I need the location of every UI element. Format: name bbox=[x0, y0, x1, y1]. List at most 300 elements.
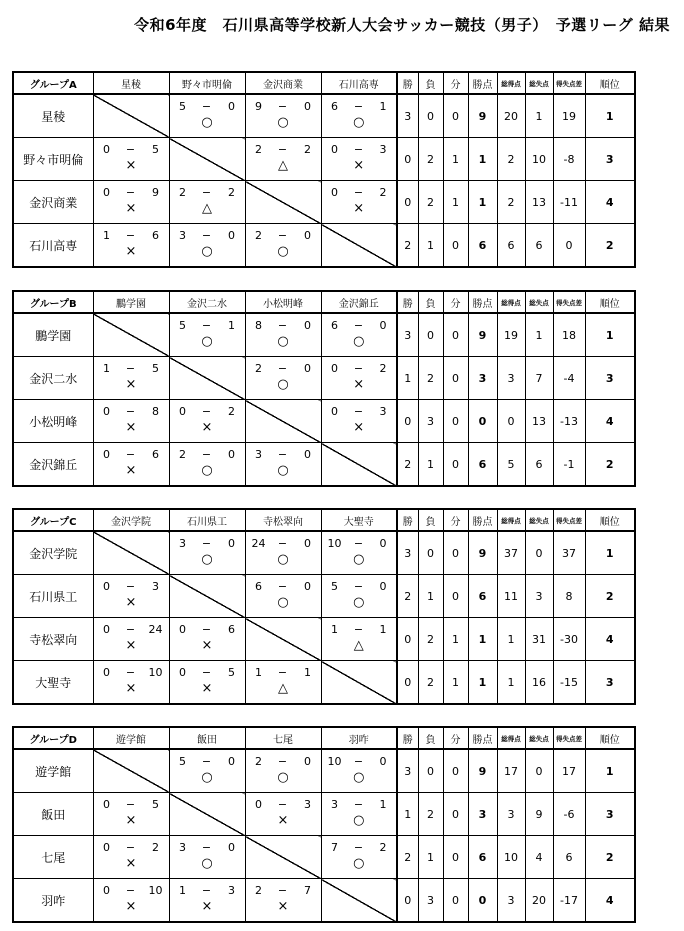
match-result-cell bbox=[245, 793, 321, 836]
stat-ga: 7 bbox=[525, 357, 553, 400]
result-mark: × bbox=[125, 420, 137, 435]
row-team-name: 七尾 bbox=[13, 836, 93, 879]
match-result bbox=[322, 314, 397, 356]
stat-draw: 1 bbox=[443, 618, 468, 661]
result-mark: ○ bbox=[353, 813, 365, 828]
score-dash: − bbox=[353, 623, 364, 636]
score-against: 6 bbox=[228, 623, 235, 636]
score-dash: − bbox=[277, 448, 288, 461]
match-result-cell bbox=[93, 661, 169, 705]
match-result-cell bbox=[169, 836, 245, 879]
match-result bbox=[322, 575, 397, 617]
match-result bbox=[94, 357, 169, 399]
stat-gf: 2 bbox=[497, 138, 525, 181]
team-row bbox=[13, 181, 635, 224]
stat-gf: 6 bbox=[497, 224, 525, 268]
match-result-cell bbox=[93, 836, 169, 879]
match-result bbox=[94, 224, 169, 266]
row-team-name: 遊学館 bbox=[13, 749, 93, 793]
match-result-cell bbox=[321, 400, 397, 443]
column-team-header: 星稜 bbox=[93, 72, 169, 94]
result-mark: ○ bbox=[353, 856, 365, 871]
stat-gd: 6 bbox=[553, 836, 585, 879]
score-against: 2 bbox=[152, 841, 159, 854]
stat-ga: 1 bbox=[525, 313, 553, 357]
stat-rank: 1 bbox=[585, 531, 635, 575]
match-result bbox=[170, 836, 245, 878]
result-mark: × bbox=[125, 244, 137, 259]
match-result bbox=[246, 750, 321, 792]
match-result-cell bbox=[245, 138, 321, 181]
match-result bbox=[246, 793, 321, 835]
stat-draw: 1 bbox=[443, 181, 468, 224]
result-mark: × bbox=[277, 899, 289, 914]
score-dash: − bbox=[201, 186, 212, 199]
team-row bbox=[13, 357, 635, 400]
score-against: 3 bbox=[152, 580, 159, 593]
stat-rank: 2 bbox=[585, 836, 635, 879]
stat-win: 0 bbox=[397, 661, 418, 705]
result-mark: × bbox=[125, 463, 137, 478]
stat-rank: 3 bbox=[585, 661, 635, 705]
match-result-cell bbox=[93, 181, 169, 224]
match-result bbox=[322, 836, 397, 878]
score-dash: − bbox=[125, 186, 136, 199]
stat-header-gd: 得失点差 bbox=[553, 291, 585, 313]
score-dash: − bbox=[277, 755, 288, 768]
column-team-header: 石川高専 bbox=[321, 72, 397, 94]
stat-rank: 4 bbox=[585, 400, 635, 443]
result-mark: × bbox=[125, 813, 137, 828]
stat-points: 6 bbox=[468, 575, 497, 618]
self-match-cell bbox=[245, 836, 321, 879]
team-row bbox=[13, 793, 635, 836]
self-match-cell bbox=[93, 531, 169, 575]
score-dash: − bbox=[277, 229, 288, 242]
score-against: 0 bbox=[228, 448, 235, 461]
stat-header-win: 勝 bbox=[397, 509, 418, 531]
stat-header-gd: 得失点差 bbox=[553, 509, 585, 531]
match-result-cell bbox=[321, 575, 397, 618]
score-for: 0 bbox=[103, 841, 110, 854]
stat-draw: 0 bbox=[443, 224, 468, 268]
row-team-name: 星稜 bbox=[13, 94, 93, 138]
column-team-header: 金沢錦丘 bbox=[321, 291, 397, 313]
match-result bbox=[246, 357, 321, 399]
match-result-cell bbox=[245, 661, 321, 705]
stat-gd: -8 bbox=[553, 138, 585, 181]
stat-loss: 3 bbox=[418, 400, 443, 443]
match-result-cell bbox=[169, 400, 245, 443]
score-for: 3 bbox=[179, 229, 186, 242]
score-for: 0 bbox=[103, 405, 110, 418]
score-against: 0 bbox=[304, 755, 311, 768]
stat-draw: 0 bbox=[443, 836, 468, 879]
score-for: 3 bbox=[179, 841, 186, 854]
score-for: 0 bbox=[179, 405, 186, 418]
self-match-cell bbox=[169, 793, 245, 836]
stat-header-points: 勝点 bbox=[468, 72, 497, 94]
column-team-header: 石川県工 bbox=[169, 509, 245, 531]
score-dash: − bbox=[201, 319, 212, 332]
match-result bbox=[322, 181, 397, 223]
stat-header-win: 勝 bbox=[397, 727, 418, 749]
stat-win: 1 bbox=[397, 793, 418, 836]
score-for: 3 bbox=[331, 798, 338, 811]
result-mark: ○ bbox=[277, 377, 289, 392]
stat-header-rank: 順位 bbox=[585, 72, 635, 94]
stat-gf: 0 bbox=[497, 400, 525, 443]
score-for: 0 bbox=[255, 798, 262, 811]
stat-points: 6 bbox=[468, 224, 497, 268]
score-against: 10 bbox=[148, 666, 163, 679]
stat-gd: -6 bbox=[553, 793, 585, 836]
match-result bbox=[94, 836, 169, 878]
result-mark: × bbox=[353, 420, 365, 435]
self-match-cell bbox=[93, 94, 169, 138]
score-dash: − bbox=[125, 362, 136, 375]
score-for: 2 bbox=[255, 229, 262, 242]
column-team-header: 鵬学園 bbox=[93, 291, 169, 313]
score-for: 1 bbox=[331, 623, 338, 636]
score-dash: − bbox=[125, 666, 136, 679]
team-row bbox=[13, 443, 635, 487]
self-match-cell bbox=[245, 181, 321, 224]
score-for: 3 bbox=[179, 537, 186, 550]
score-for: 5 bbox=[179, 755, 186, 768]
stat-win: 3 bbox=[397, 313, 418, 357]
result-mark: × bbox=[201, 638, 213, 653]
row-team-name: 金沢学院 bbox=[13, 531, 93, 575]
self-match-cell bbox=[321, 661, 397, 705]
score-for: 2 bbox=[179, 448, 186, 461]
stat-rank: 4 bbox=[585, 879, 635, 923]
stat-header-points: 勝点 bbox=[468, 291, 497, 313]
stat-gf: 11 bbox=[497, 575, 525, 618]
self-match-cell bbox=[321, 443, 397, 487]
score-against: 0 bbox=[228, 100, 235, 113]
score-dash: − bbox=[353, 755, 364, 768]
stat-loss: 3 bbox=[418, 879, 443, 923]
column-team-header: 遊学館 bbox=[93, 727, 169, 749]
result-mark: ○ bbox=[201, 552, 213, 567]
result-mark: ○ bbox=[277, 334, 289, 349]
result-mark: ○ bbox=[277, 552, 289, 567]
stat-header-points: 勝点 bbox=[468, 509, 497, 531]
stat-loss: 2 bbox=[418, 661, 443, 705]
result-mark: × bbox=[353, 201, 365, 216]
match-result bbox=[322, 138, 397, 180]
stat-gd: -1 bbox=[553, 443, 585, 487]
column-team-header: 寺松翠向 bbox=[245, 509, 321, 531]
stat-win: 2 bbox=[397, 443, 418, 487]
result-mark: ○ bbox=[277, 115, 289, 130]
match-result bbox=[94, 661, 169, 703]
stat-header-ga: 総失点 bbox=[525, 72, 553, 94]
group-table bbox=[12, 508, 636, 705]
stat-gf: 17 bbox=[497, 749, 525, 793]
row-team-name: 鵬学園 bbox=[13, 313, 93, 357]
header-row bbox=[13, 509, 635, 531]
stat-win: 0 bbox=[397, 400, 418, 443]
score-against: 0 bbox=[228, 537, 235, 550]
match-result-cell bbox=[93, 224, 169, 268]
stat-ga: 20 bbox=[525, 879, 553, 923]
stat-gd: 37 bbox=[553, 531, 585, 575]
score-for: 24 bbox=[251, 537, 266, 550]
score-dash: − bbox=[353, 798, 364, 811]
match-result bbox=[246, 443, 321, 485]
stat-draw: 0 bbox=[443, 879, 468, 923]
stat-header-loss: 負 bbox=[418, 291, 443, 313]
result-mark: ○ bbox=[353, 770, 365, 785]
stat-header-win: 勝 bbox=[397, 72, 418, 94]
score-dash: − bbox=[125, 884, 136, 897]
match-result bbox=[246, 532, 321, 574]
score-dash: − bbox=[201, 884, 212, 897]
score-against: 2 bbox=[304, 143, 311, 156]
self-match-cell bbox=[93, 313, 169, 357]
stat-rank: 4 bbox=[585, 618, 635, 661]
result-mark: × bbox=[125, 201, 137, 216]
match-result bbox=[246, 575, 321, 617]
result-mark: △ bbox=[278, 158, 288, 173]
score-for: 0 bbox=[103, 186, 110, 199]
row-team-name: 大聖寺 bbox=[13, 661, 93, 705]
stat-points: 1 bbox=[468, 661, 497, 705]
match-result-cell bbox=[169, 879, 245, 923]
self-match-cell bbox=[321, 224, 397, 268]
stat-header-ga: 総失点 bbox=[525, 509, 553, 531]
match-result-cell bbox=[321, 138, 397, 181]
result-mark: × bbox=[125, 158, 137, 173]
column-team-header: 小松明峰 bbox=[245, 291, 321, 313]
stat-rank: 3 bbox=[585, 138, 635, 181]
stat-header-draw: 分 bbox=[443, 72, 468, 94]
group-name: グループB bbox=[13, 291, 93, 313]
match-result-cell bbox=[245, 879, 321, 923]
stat-loss: 0 bbox=[418, 531, 443, 575]
match-result bbox=[94, 879, 169, 921]
match-result-cell bbox=[93, 793, 169, 836]
match-result bbox=[170, 314, 245, 356]
group-table bbox=[12, 71, 636, 268]
stat-draw: 0 bbox=[443, 400, 468, 443]
stat-rank: 1 bbox=[585, 313, 635, 357]
score-for: 2 bbox=[255, 143, 262, 156]
stat-gd: -30 bbox=[553, 618, 585, 661]
match-result bbox=[246, 661, 321, 703]
match-result-cell bbox=[321, 313, 397, 357]
stat-header-loss: 負 bbox=[418, 727, 443, 749]
header-row bbox=[13, 291, 635, 313]
stat-gf: 5 bbox=[497, 443, 525, 487]
score-for: 0 bbox=[103, 884, 110, 897]
score-against: 0 bbox=[379, 319, 387, 332]
stat-loss: 0 bbox=[418, 94, 443, 138]
score-for: 0 bbox=[331, 405, 338, 418]
team-row bbox=[13, 618, 635, 661]
stat-loss: 1 bbox=[418, 836, 443, 879]
group-table bbox=[12, 726, 636, 923]
match-result bbox=[170, 95, 245, 137]
stat-gd: 17 bbox=[553, 749, 585, 793]
stat-win: 0 bbox=[397, 879, 418, 923]
score-against: 0 bbox=[304, 448, 311, 461]
stat-points: 9 bbox=[468, 531, 497, 575]
stat-loss: 0 bbox=[418, 313, 443, 357]
score-for: 0 bbox=[103, 580, 110, 593]
self-match-cell bbox=[169, 357, 245, 400]
stat-loss: 2 bbox=[418, 181, 443, 224]
match-result bbox=[94, 181, 169, 223]
score-against: 3 bbox=[379, 405, 387, 418]
stat-draw: 0 bbox=[443, 575, 468, 618]
stat-header-rank: 順位 bbox=[585, 727, 635, 749]
result-mark: × bbox=[353, 158, 365, 173]
stat-draw: 0 bbox=[443, 94, 468, 138]
stat-ga: 3 bbox=[525, 575, 553, 618]
match-result bbox=[94, 618, 169, 660]
stat-draw: 0 bbox=[443, 531, 468, 575]
stat-header-ga: 総失点 bbox=[525, 291, 553, 313]
match-result-cell bbox=[321, 836, 397, 879]
header-row bbox=[13, 72, 635, 94]
stat-rank: 4 bbox=[585, 181, 635, 224]
match-result-cell bbox=[169, 94, 245, 138]
score-dash: − bbox=[125, 798, 136, 811]
match-result-cell bbox=[93, 443, 169, 487]
score-against: 0 bbox=[304, 319, 311, 332]
stat-win: 0 bbox=[397, 138, 418, 181]
stat-gf: 3 bbox=[497, 793, 525, 836]
score-for: 6 bbox=[331, 100, 338, 113]
score-for: 10 bbox=[327, 537, 342, 550]
match-result-cell bbox=[169, 181, 245, 224]
team-row bbox=[13, 531, 635, 575]
result-mark: × bbox=[201, 681, 213, 696]
self-match-cell bbox=[245, 618, 321, 661]
score-against: 10 bbox=[148, 884, 163, 897]
column-team-header: 大聖寺 bbox=[321, 509, 397, 531]
score-for: 10 bbox=[327, 755, 342, 768]
stat-gd: 8 bbox=[553, 575, 585, 618]
stat-loss: 2 bbox=[418, 138, 443, 181]
score-dash: − bbox=[125, 580, 136, 593]
stat-ga: 13 bbox=[525, 400, 553, 443]
stat-header-points: 勝点 bbox=[468, 727, 497, 749]
score-dash: − bbox=[201, 100, 212, 113]
stat-points: 9 bbox=[468, 749, 497, 793]
score-dash: − bbox=[125, 229, 136, 242]
score-against: 1 bbox=[304, 666, 311, 679]
match-result-cell bbox=[321, 94, 397, 138]
score-dash: − bbox=[353, 841, 364, 854]
stat-points: 9 bbox=[468, 313, 497, 357]
stat-ga: 31 bbox=[525, 618, 553, 661]
column-team-header: 金沢学院 bbox=[93, 509, 169, 531]
row-team-name: 石川県工 bbox=[13, 575, 93, 618]
stat-gd: -11 bbox=[553, 181, 585, 224]
header-row bbox=[13, 727, 635, 749]
match-result-cell bbox=[245, 531, 321, 575]
result-mark: × bbox=[353, 377, 365, 392]
score-dash: − bbox=[125, 448, 136, 461]
match-result-cell bbox=[321, 793, 397, 836]
score-dash: − bbox=[125, 143, 136, 156]
score-dash: − bbox=[125, 623, 136, 636]
result-mark: × bbox=[201, 899, 213, 914]
column-team-header: 金沢商業 bbox=[245, 72, 321, 94]
score-against: 1 bbox=[379, 623, 387, 636]
score-for: 0 bbox=[331, 362, 338, 375]
score-dash: − bbox=[277, 319, 288, 332]
stat-points: 3 bbox=[468, 793, 497, 836]
stat-header-gd: 得失点差 bbox=[553, 727, 585, 749]
stat-draw: 0 bbox=[443, 313, 468, 357]
stat-gf: 10 bbox=[497, 836, 525, 879]
match-result bbox=[246, 138, 321, 180]
self-match-cell bbox=[169, 138, 245, 181]
result-mark: ○ bbox=[353, 334, 365, 349]
score-dash: − bbox=[201, 755, 212, 768]
score-dash: − bbox=[277, 143, 288, 156]
stat-rank: 2 bbox=[585, 443, 635, 487]
score-against: 0 bbox=[304, 229, 311, 242]
stat-gd: -13 bbox=[553, 400, 585, 443]
score-dash: − bbox=[353, 537, 364, 550]
stat-win: 0 bbox=[397, 618, 418, 661]
stat-points: 1 bbox=[468, 181, 497, 224]
match-result bbox=[246, 224, 321, 266]
score-for: 8 bbox=[255, 319, 262, 332]
match-result bbox=[322, 400, 397, 442]
stat-draw: 0 bbox=[443, 357, 468, 400]
score-dash: − bbox=[277, 537, 288, 550]
score-for: 2 bbox=[179, 186, 186, 199]
result-mark: ○ bbox=[353, 595, 365, 610]
score-for: 1 bbox=[103, 362, 110, 375]
match-result bbox=[94, 793, 169, 835]
column-team-header: 羽咋 bbox=[321, 727, 397, 749]
match-result bbox=[94, 575, 169, 617]
row-team-name: 金沢錦丘 bbox=[13, 443, 93, 487]
result-mark: ○ bbox=[201, 334, 213, 349]
row-team-name: 石川高専 bbox=[13, 224, 93, 268]
score-against: 2 bbox=[379, 186, 387, 199]
match-result-cell bbox=[93, 575, 169, 618]
match-result-cell bbox=[245, 749, 321, 793]
stat-gd: 19 bbox=[553, 94, 585, 138]
score-against: 0 bbox=[379, 755, 387, 768]
score-for: 2 bbox=[255, 362, 262, 375]
stat-points: 0 bbox=[468, 400, 497, 443]
match-result-cell bbox=[169, 749, 245, 793]
score-for: 0 bbox=[103, 623, 110, 636]
team-row bbox=[13, 661, 635, 705]
score-against: 2 bbox=[228, 186, 235, 199]
score-dash: − bbox=[353, 362, 364, 375]
match-result bbox=[94, 138, 169, 180]
stat-rank: 2 bbox=[585, 224, 635, 268]
stat-gf: 1 bbox=[497, 661, 525, 705]
match-result-cell bbox=[321, 618, 397, 661]
result-mark: × bbox=[125, 899, 137, 914]
self-match-cell bbox=[245, 400, 321, 443]
team-row bbox=[13, 749, 635, 793]
match-result-cell bbox=[245, 224, 321, 268]
score-dash: − bbox=[277, 798, 288, 811]
